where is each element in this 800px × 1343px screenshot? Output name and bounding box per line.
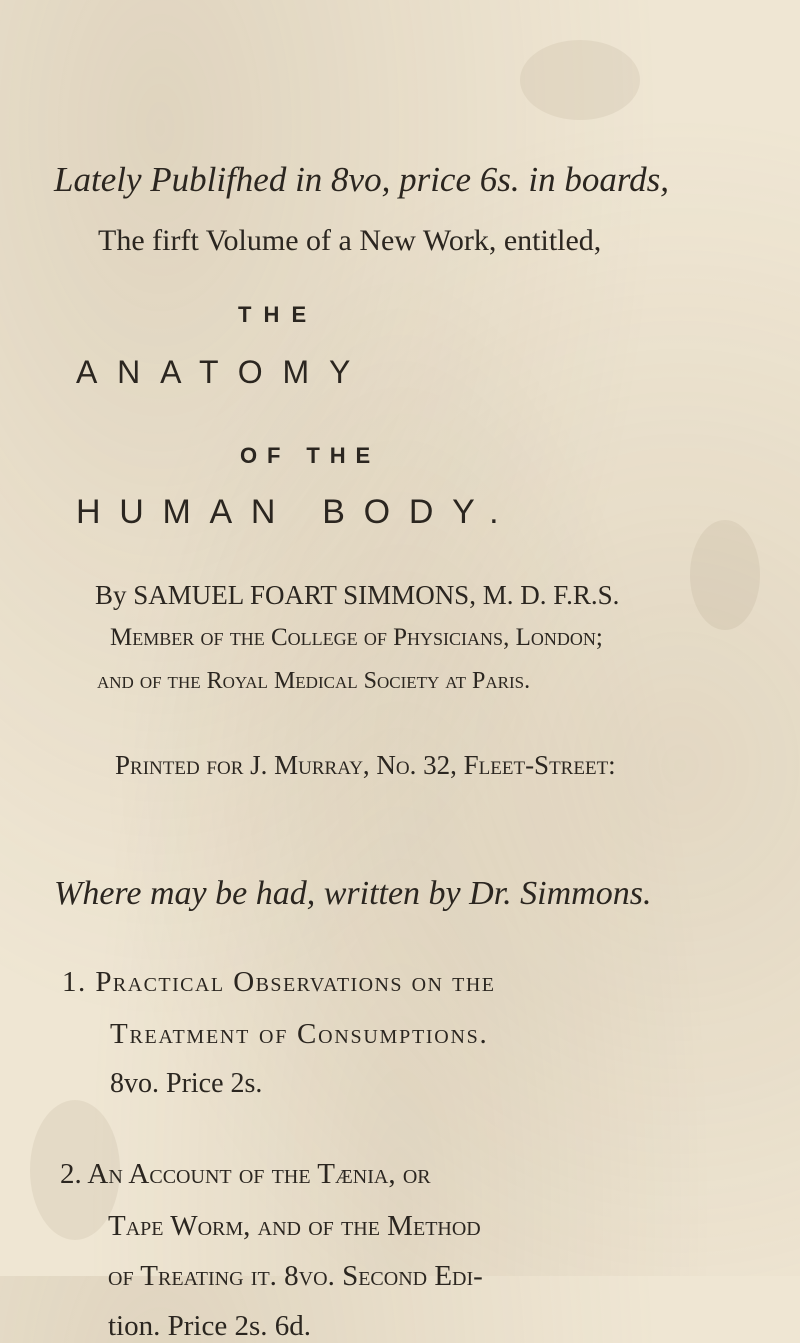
printer-line: Printed for J. Murray, No. 32, Fleet-Street: [115, 750, 616, 780]
also-heading: Where may be had, written by Dr. Simmons. [54, 875, 652, 912]
advert-heading: Lately Publifhed in 8vo, price 6s. in boards, [54, 160, 670, 199]
advert-intro: The firft Volume of a New Work, entitled, [98, 224, 602, 257]
item1-line3: 8vo. Price 2s. [110, 1068, 263, 1099]
royal-society-line: and of the Royal Medical Society at Paris. [97, 668, 531, 694]
title-of-the: OF THE [240, 443, 381, 468]
paper-stain [520, 40, 640, 120]
item2-line1: 2. An Account of the Tænia, or [60, 1158, 431, 1190]
paper-stain [690, 520, 760, 630]
author-line: By SAMUEL FOART SIMMONS, M. D. F.R.S. [95, 580, 620, 610]
item1-line2: Treatment of Consumptions. [110, 1018, 489, 1050]
title-human-body: HUMAN BODY. [76, 493, 518, 531]
title-anatomy: ANATOMY [76, 354, 371, 390]
item2-line2: Tape Worm, and of the Method [108, 1210, 481, 1242]
item2-line4: tion. Price 2s. 6d. [108, 1310, 311, 1342]
item2-line3: of Treating it. 8vo. Second Edi- [108, 1260, 483, 1292]
item1-line1: 1. Practical Observations on the [62, 966, 496, 998]
member-line: Member of the College of Physicians, London; [110, 624, 603, 651]
title-the: THE [238, 302, 319, 327]
